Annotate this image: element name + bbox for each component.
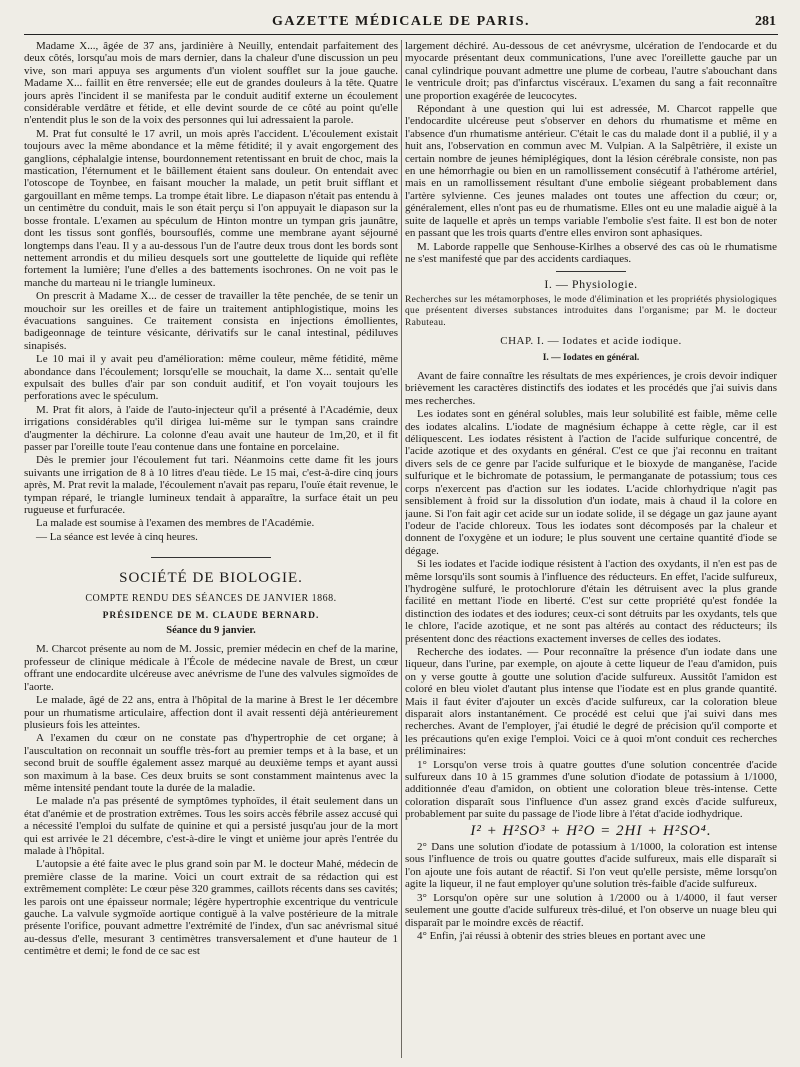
paragraph: Madame X..., âgée de 37 ans, jardinière à Neuilly, entendait parfaitement des deux côtés, lorsqu'au mois de mars dernier, dans la chaleur d'une discussion un peu vive, son mari appuya ses arguments d'un violent soufflet sur la joue gauche. Madame X... faillit en être renversée; elle eut de grandes douleurs à la tête. Quatre jours après l'incident il se manifesta par le conduit auditif externe un écoulement considérable verdâtre et fétide, et elle devint sourde de ce côté au point qu'elle n'entendit plus le son de la voix des personnes qui lui adressaient la parole. [24, 40, 398, 127]
paragraph: A l'examen du cœur on ne constate pas d'hypertrophie de cet organe; à l'auscultation on reconnait un souffle très-fort au premier temps et à la base, et un second bruit de souffle également assez marqué au deuxième temps et ayant aussi son maximum à la base. Ces deux bruits se sont constamment maintenus avec la même intensité pendant toute la durée de la maladie. [24, 732, 398, 794]
journal-title: GAZETTE MÉDICALE DE PARIS. [271, 14, 531, 29]
presidence-line: PRÉSIDENCE DE M. CLAUDE BERNARD. [102, 610, 320, 621]
paragraph: Dès le premier jour l'écoulement fut tari. Néanmoins cette dame fit les jours suivants une irrigation de 8 à 10 litres d'eau tiède. Le 15 mai, c'est-à-dire cinq jours après, M. Prat revit la malade, l'écoulement n'avait pas reparu, l'ouïe était revenue, le tympan réparé, le triangle lumineux tendait à apparaître, la surface était un peu rugueuse et furfuracée. [24, 454, 398, 517]
page-number: 281 [755, 14, 776, 29]
paragraph: Recherche des iodates. — Pour reconnaître la présence d'un iodate dans une liqueur, dans l'urine, par exemple, on ajoute à cette liqueur de l'eau d'amidon, puis on y verse goutte à goutte une solution d'acide sulfureux. Aussitôt l'amidon est coloré en bleu violet d'autant plus intense que l'iodate est en plus grande quantité. Mais il faut éviter d'ajouter un excès d'acide sulfureux, car la coloration bleue disparait alors instantanément. Ce procédé est celui que j'ai suivi dans mes recherches. Avant de l'employer, j'ai étudié le degré de précision qu'il comporte et les précautions qu'en exige l'emploi. Voici ce à quoi m'ont conduit ces recherches préliminaires: [405, 645, 777, 758]
paragraph: M. Prat fit alors, à l'aide de l'auto-injecteur qu'il a présenté à l'Académie, deux irrigations considérables qu'il dirigea lui-même sur le tympan sans craindre d'augmenter la déchirure. La colonne d'eau avait une hauteur de 1m,20, et il fit passer par l'oreille toute l'eau contenue dans une fontaine en porcelaine. [24, 403, 398, 453]
section-heading: I. — Physiologie. [544, 277, 638, 292]
paragraph: M. Laborde rappelle que Senhouse-Kirlhes a observé des cas où le rhumatisme ne s'est manifesté que par des accidents cardiaques. [405, 240, 777, 265]
paragraph: — La séance est levée à cinq heures. [36, 530, 198, 543]
section-separator [556, 271, 626, 272]
paragraph: 3° Lorsqu'on opère sur une solution à 1/2000 ou à 1/4000, il faut verser seulement une goutte d'acide sulfureux très-dilué, et l'on observe un nuage bleu qui disparaît par le moindre excès de réactif. [405, 891, 777, 929]
paragraph: 2° Dans une solution d'iodate de potassium à 1/1000, la coloration est intense sous l'influence de trois ou quatre gouttes d'acide sulfureux, mais elle disparaît si l'on ajoute une fois autant de réactif. Si l'on veut qu'elle persiste, même lorsqu'on agite la liqueur, il ne faut employer qu'une solution très-faible d'acide sulfureux. [405, 841, 777, 891]
article-title: Recherches sur les métamorphoses, le mode d'élimination et les propriétés physiologiques que présentent diverses substances introduites dans l'organisme; par M. le docteur Rabuteau. [405, 294, 777, 328]
running-header [24, 12, 778, 35]
chapter-heading: CHAP. I. — Iodates et acide iodique. [500, 335, 682, 348]
paragraph: Répondant à une question qui lui est adressée, M. Charcot rappelle que l'endocardite ulcéreuse peut s'observer en dehors du rhumatisme et même en l'absence d'un rhumatisme antérieur. C'était le cas du malade dont il a publié, il y a huit ans, l'observation en commun avec M. Vulpian. A la Salpêtrière, il existe un certain nombre de jeunes hémiplégiques, dont la lésion cérébrale consiste, non pas en une hémorrhagie ou bien en un ramollissement consécutif à l'athérome artériel, mais en un ramollissement résultant d'une embolie siégeant probablement dans l'artère sylvienne. Ces jeunes malades ont toutes une affection du cœur; or, généralement, elles n'ont pas eu de rhumatisme. Elles ont eu une maladie aiguë à la suite de laquelle et après un temps variable l'embolie s'est faite. Il est bon de noter en passant que les trois quarts d'entre elles environ sont aphasiques. [405, 103, 777, 240]
paragraph: M. Prat fut consulté le 17 avril, un mois après l'accident. L'écoulement existait toujours avec la même abondance et la même fétidité; il y avait engorgement des ganglions, céphalalgie intense, bourdonnement retentissant en bruit de choc, mais la mastication, l'éternument et le bâillement étaient sans douleur. On entendait avec l'otoscope de Toynbee, en faisant moucher la malade, un petit bruit sifflant et gargouillant en même temps. La trompe était libre. Le diapason n'était pas entendu à un centimètre du conduit, mais le son était perçu si l'on appuyait le diapason sur la bosse frontale. L'examen au spéculum de Hinton montre un tympan gris jaunâtre, dont les tissus sont gonflés, boursouflés, comme une membrane ayant séjourné longtemps dans l'eau. Il y a au-dessous l'un de l'autre deux trous dont les bords sont nettement arrondis et du milieu desquels sort une gouttelette de liquide qui reflète fortement la lumière; l'une d'elles a des battements isochrones. On ne voit pas le manche du marteau ni le triangle lumineux. [24, 127, 398, 289]
paragraph: Le 10 mai il y avait peu d'amélioration: même couleur, même fétidité, même abondance dans l'écoulement; lorsqu'elle se mouchait, la dame X... sentait qu'elle expulsait des bulles d'air par son conduit auditif, et l'on voyait toujours les perforations avec le spéculum. [24, 353, 398, 403]
chemical-formula: I² + H²SO³ + H²O = 2HI + H²SO⁴. [470, 822, 712, 839]
paragraph: 4° Enfin, j'ai réussi à obtenir des stries bleues en portant avec une [417, 929, 706, 942]
column-divider [401, 40, 402, 1058]
left-column [24, 40, 398, 1062]
paragraph: La malade est soumise à l'examen des membres de l'Académie. [36, 517, 315, 530]
paragraph: Les iodates sont en général solubles, mais leur solubilité est faible, même celle des iodates alcalins. L'iodate de magnésium échappe à cette règle, car il est déliquescent. Les iodates résistent à l'action de l'acide sulfurique concentré, de l'acide azotique et des oxydants en général. C'est ce que j'ai reconnu en traitant divers sels de ce genre par l'acide sulfurique et le bioxyde de manganèse, l'acide sulfurique et le bichromate de potassium, le permanganate de potassium; tous ces corps n'exercent pas d'action sur les iodates. L'acide chlorhydrique n'agit pas sensiblement à froid sur la dissolution d'un iodate, mais à chaud il la colore en jaune. Si l'on fait agir cet acide sur un iodate solide, il se dégage un gaz jaune ayant l'odeur de l'acide chloreux. Tous les iodates sont décomposés par la chaleur et donnent de l'oxygène et un iodure; le plus souvent une certaine quantité d'iode se dégage. [405, 408, 777, 557]
paragraph: L'autopsie a été faite avec le plus grand soin par M. le docteur Mahé, médecin de première classe de la marine. Voici un court extrait de sa rédaction qui est extrêmement complète: Le cœur pèse 320 grammes, caillots récents dans ses cavités; les parois ont une épaisseur normale; légère hypertrophie excentrique du ventricule gauche. La valvule sygmoïde aortique contiguë à la valve postérieure de la mitrale présente l'orifice, pouvant admettre l'extrémité de l'index, d'un sac anévrismal situé au-dessus d'elle, mesurant 3 centimètres transversalement et d'une hauteur de 1 centimètre et demi; le fond de ce sac est [24, 858, 398, 958]
seance-date: Séance du 9 janvier. [166, 625, 256, 637]
section-separator [151, 557, 271, 558]
paragraph: Le malade n'a pas présenté de symptômes typhoïdes, il était seulement dans un état d'anémie et de prostration extrêmes. Tous les soirs accès fébrile assez accusé qui a nécessité l'emploi du sulfate de quinine et qui a persisté jusqu'au jour de la mort qui est arrivée le 21 décembre, c'est-à-dire le vingt et unième jour après l'entrée du malade à l'hôpital. [24, 795, 398, 857]
paragraph: 1° Lorsqu'on verse trois à quatre gouttes d'une solution concentrée d'acide sulfureux dans 10 à 15 grammes d'une solution d'iodate de potassium à 1/1000, additionnée d'eau d'amidon, on obtient une coloration bleue très-intense. Cette coloration disparaît sous l'influence d'un assez grand excès d'acide sulfureux, probablement par suite du passage de l'iode libre à l'état d'acide iodhydrique. [405, 758, 777, 821]
subsection-heading: I. — Iodates en général. [542, 352, 640, 363]
paragraph: Si les iodates et l'acide iodique résistent à l'action des oxydants, il n'en est pas de même lorsqu'ils sont soumis à l'influence des réducteurs. En effet, l'acide sulfureux, l'hydrogène sulfuré, le protochlorure d'étain les détruisent avec la plus grande facilité en mettant l'iode en liberté. C'est sur cette propriété qu'est fondée la distinction des iodates et des iodures; ceux-ci sont détruits par les oxydants, tels que le chlore, l'acide azotique, et ne sont pas altérés au contact des réducteurs; ils présentent donc des réactions exactement inverses de celles des iodates. [405, 558, 777, 645]
right-column [405, 40, 777, 1062]
paragraph: Avant de faire connaître les résultats de mes expériences, je crois devoir indiquer brièvement les caractères distinctifs des iodates et les procédés que j'ai suivis dans mes recherches. [405, 370, 777, 407]
paragraph: largement déchiré. Au-dessous de cet anévrysme, ulcération de l'endocarde et du myocarde présentant deux communications, l'une avec l'oreillette gauche par un canal cylindrique pouvant admettre une plume de corbeau, l'autre s'abouchant dans le ventricule droit; pas d'infarctus viscéraux. L'examen du sang a fait reconnaître une proportion exagérée de leucocytes. [405, 40, 777, 102]
report-title: COMPTE RENDU DES SÉANCES DE JANVIER 1868. [85, 593, 337, 605]
paragraph: On prescrit à Madame X... de cesser de travailler la tête penchée, de se tenir un mouchoir sur les oreilles et de faire un traitement antiphlogistique, moins les évacuations sanguines. Ce traitement consista en injections émollientes, badigeonnage de teinture vésicante, dérivatifs sur le canal intestinal, pédiluves sinapisés. [24, 290, 398, 352]
paragraph: Le malade, âgé de 22 ans, entra à l'hôpital de la marine à Brest le 1er décembre pour un rhumatisme articulaire, affection dont il avait ressenti déjà antérieurement plusieurs fois les atteintes. [24, 694, 398, 731]
paragraph: M. Charcot présente au nom de M. Jossic, premier médecin en chef de la marine, professeur de clinique médicale à l'École de médecine navale de Brest, un cœur offrant une endocardite ulcéreuse avec anévrisme de l'une des valvules sigmoïdes de l'aorte. [24, 643, 398, 693]
society-title: SOCIÉTÉ DE BIOLOGIE. [119, 570, 303, 587]
